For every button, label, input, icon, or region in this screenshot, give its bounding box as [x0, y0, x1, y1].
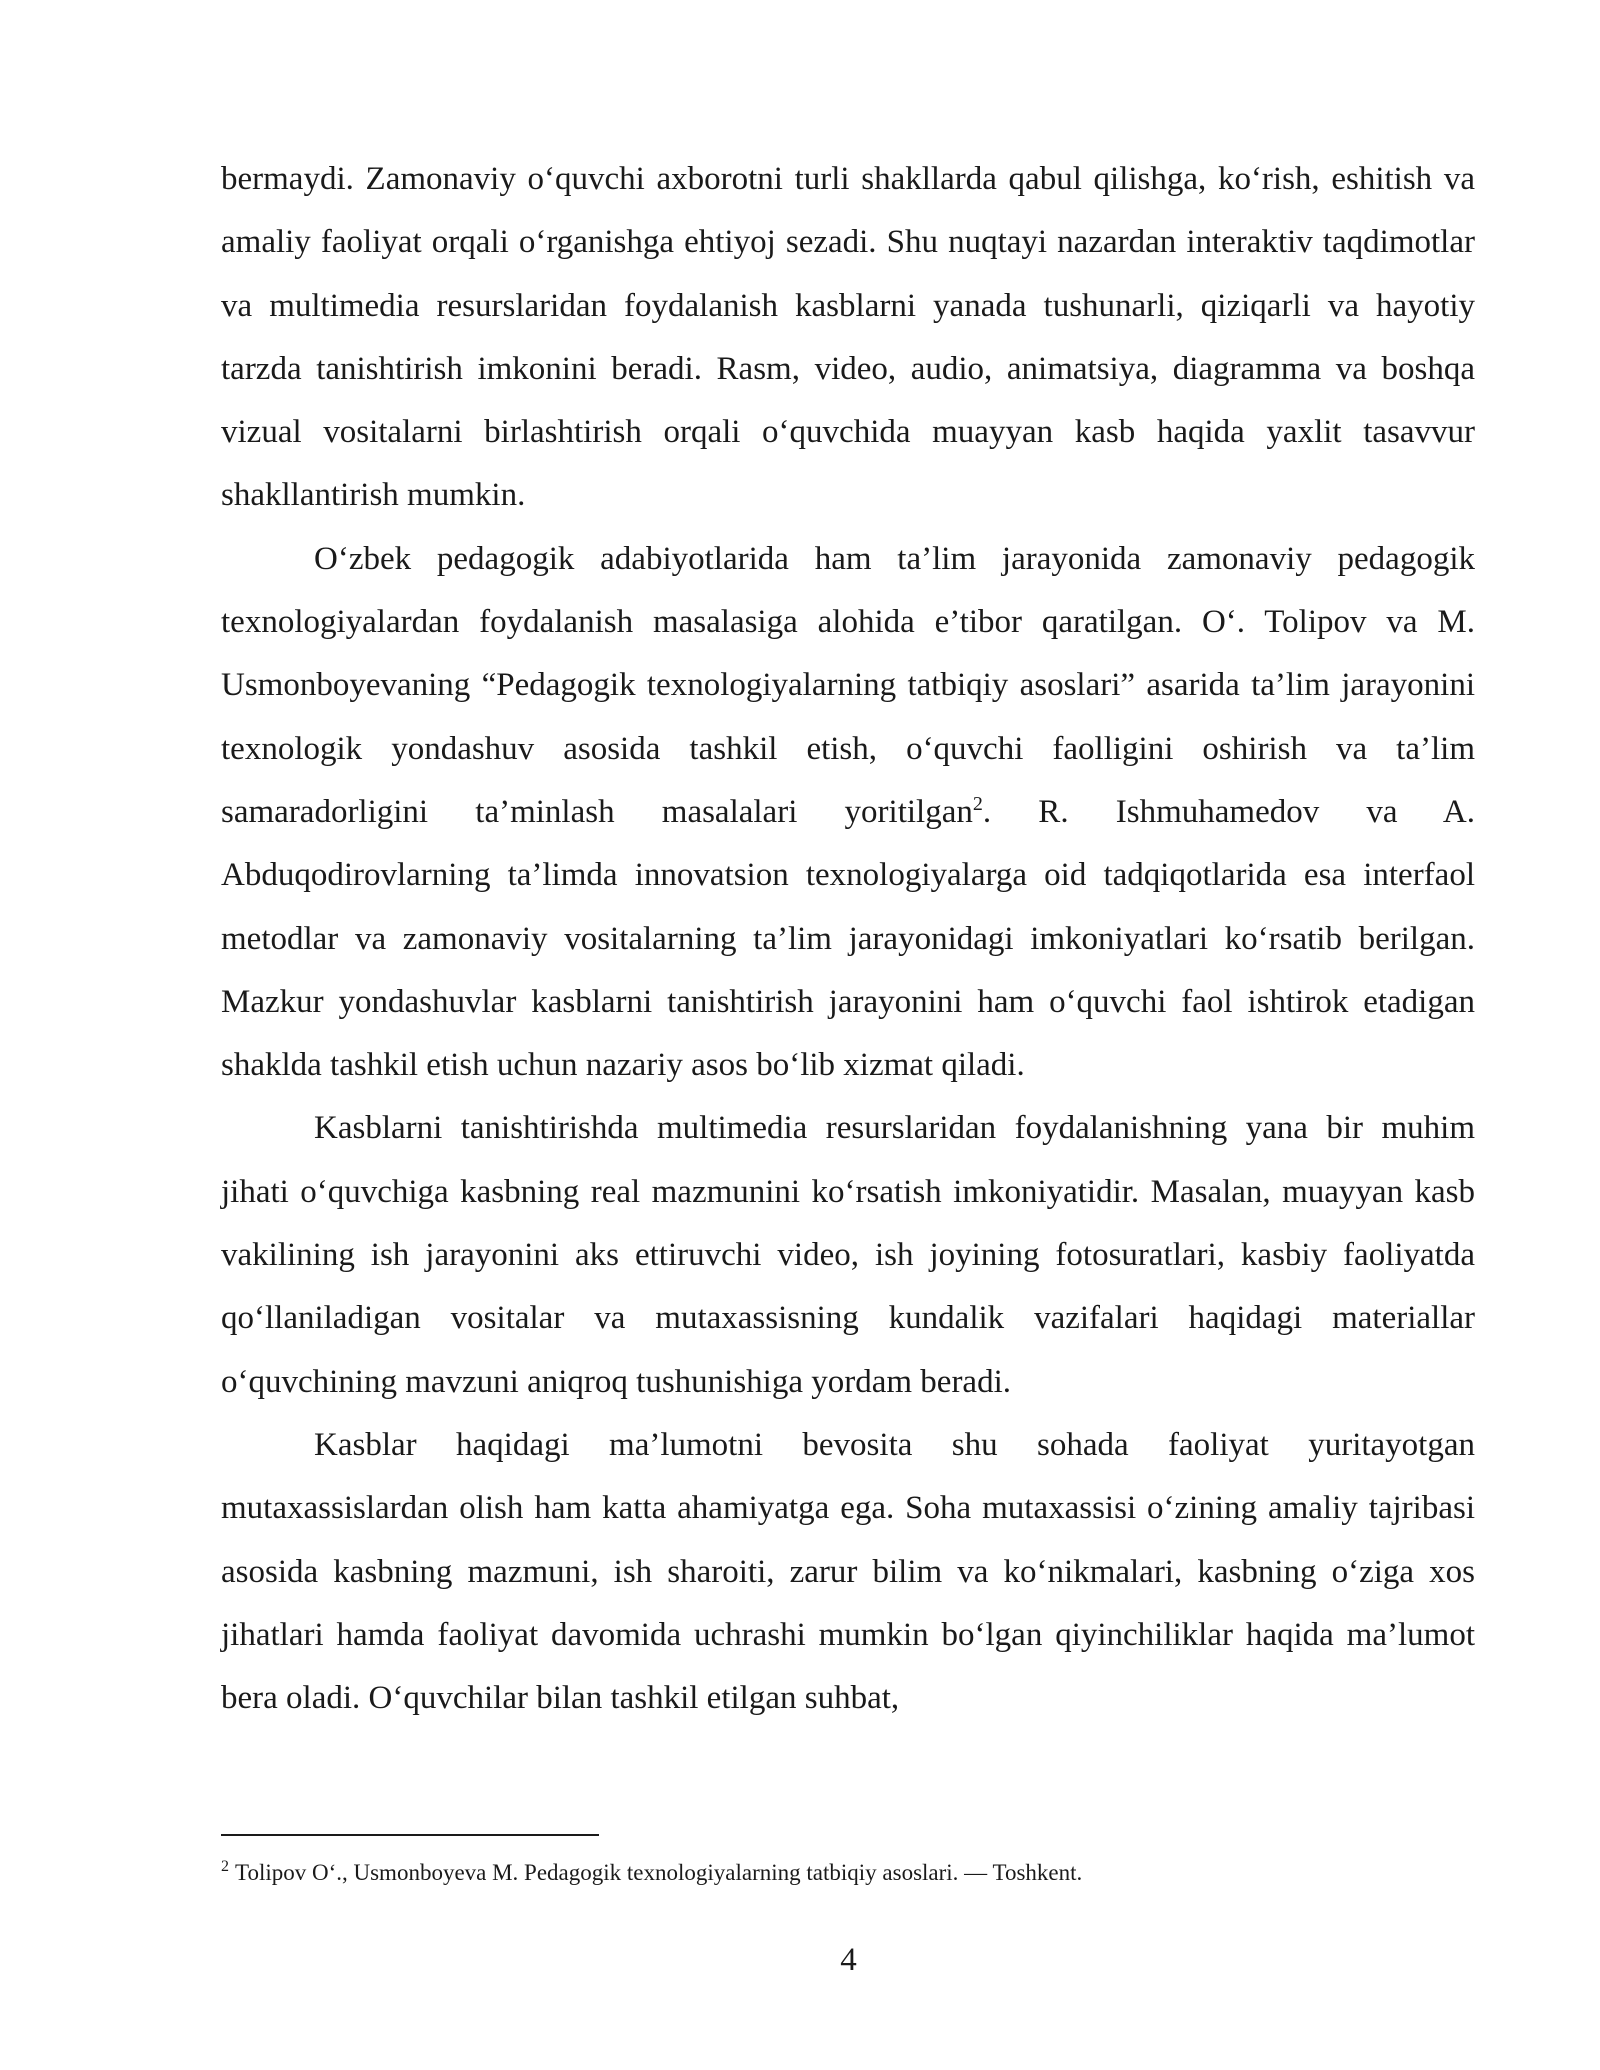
- paragraph-1: bermaydi. Zamonaviy o‘quvchi axborotni turli shakllarda qabul qilishga, ko‘rish, eshitish va amaliy faoliyat orqali o‘rganishga ehtiyoj sezadi. Shu nuqtayi nazardan interaktiv taqdimotlar va multimedia resurslaridan foydalanish kasblarni yanada tushunarli, qiziqarli va hayotiy tarzda tanishtirish imkonini beradi. Rasm, video, audio, animatsiya, diagramma va boshqa vizual vositalarni birlashtirish orqali o‘quvchida muayyan kasb haqida yaxlit tasavvur shakllantirish mumkin.: [221, 161, 1475, 514]
- body-text: [221, 148, 1475, 1730]
- paragraph-2-text-after-ref: . R. Ishmuhamedov va A. Abduqodirovlarning ta’limda innovatsion texnologiyalarga oid tadqiqotlarida esa interfaol metodlar va zamonaviy vositalarning ta’lim jarayonidagi imkoniyatlari ko‘rsatib berilgan. Mazkur yondashuvlar kasblarni tanishtirish jarayonini ham o‘quvchi faol ishtirok etadigan shaklda tashkil etish uchun nazariy asos bo‘lib xizmat qiladi.: [221, 793, 1475, 1084]
- footnote-separator: [221, 1834, 599, 1836]
- footnote-number: 2: [221, 1858, 229, 1876]
- page-number: 4: [840, 1942, 857, 1978]
- paragraph-4: Kasblar haqidagi ma’lumotni bevosita shu sohada faoliyat yuritayotgan mutaxassislardan olish ham katta ahamiyatga ega. Soha mutaxassisi o‘zining amaliy tajribasi asosida kasbning mazmuni, ish sharoiti, zarur bilim va ko‘nikmalari, kasbning o‘ziga xos jihatlari hamda faoliyat davomida uchrashi mumkin bo‘lgan qiyinchiliklar haqida ma’lumot bera oladi. O‘quvchilar bilan tashkil etilgan suhbat,: [221, 1426, 1475, 1717]
- paragraph-2: [221, 528, 1475, 1098]
- footnote-text: Tolipov O‘., Usmonboyeva M. Pedagogik texnologiyalarning tatbiqiy asoslari. — Toshkent.: [235, 1860, 1083, 1885]
- paragraph-3: Kasblarni tanishtirishda multimedia resurslaridan foydalanishning yana bir muhim jihati o‘quvchiga kasbning real mazmunini ko‘rsatish imkoniyatidir. Masalan, muayyan kasb vakilining ish jarayonini aks ettiruvchi video, ish joyining fotosuratlari, kasbiy faoliyatda qo‘llaniladigan vositalar va mutaxassisning kundalik vazifalari haqidagi materiallar o‘quvchining mavzuni aniqroq tushunishiga yordam beradi.: [221, 1110, 1475, 1400]
- footnote-reference[interactable]: 2: [972, 792, 983, 815]
- footnote: [221, 1858, 1475, 1888]
- paragraph-2-text-before-ref: O‘zbek pedagogik adabiyotlarida ham ta’lim jarayonida zamonaviy pedagogik texnologiyalardan foydalanish masalasiga alohida e’tibor qaratilgan. O‘. Tolipov va M. Usmonboyevaning “Pedagogik texnologiyalarning tatbiqiy asoslari” asarida ta’lim jarayonini texnologik yondashuv asosida tashkil etish, o‘quvchi faolligini oshirish va ta’lim samaradorligini ta’minlash masalalari yoritilgan: [221, 540, 1475, 830]
